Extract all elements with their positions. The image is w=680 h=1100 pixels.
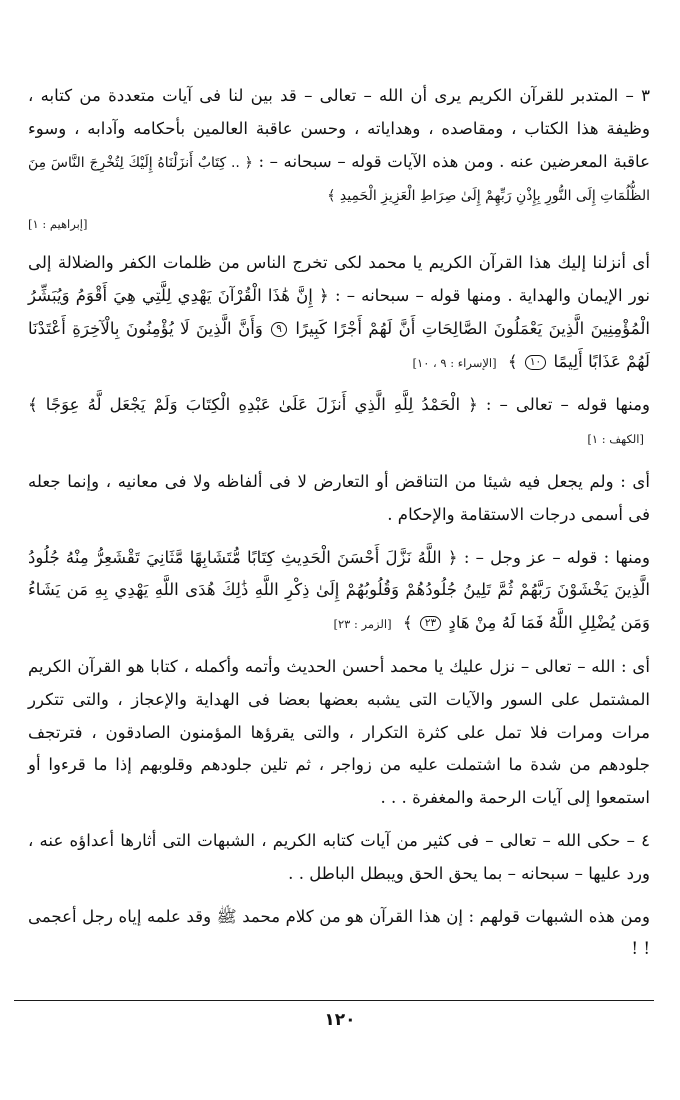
paragraph-2-text: أى أنزلنا إليك هذا القرآن الكريم يا محمد لكى تخرج الناس من ظلمات الكفر والضلالة إلى نور الإيمان والهداية . ومنها قوله – سبحانه – : xyxy=(28,253,651,305)
paragraph-6: أى : الله – تعالى – نزل عليك يا محمد أحسن الحديث وأتمه وأكمله ، كتابا هو القرآن الكريم المشتمل على السور والآيات التى يشبه بعضها بعضا فى الهداية والإعجاز ، والتى تتكرر مرات ومرات فلا تمل على كثرة التكرار ، والتى يقرؤها المؤمنون الصادقون ، فترتجف جلودهم من شدة ما اشتملت عليه من زواجر ، ثم تلين جلودهم وقلوبهم إذا ما قرءوا أو استمعوا إلى آيات الرحمة والمغفرة . . . xyxy=(28,656,650,808)
quran-verse-ibrahim-1: ﴿ .. كِتَابٌ أَنزَلْنَاهُ إِلَيْكَ لِتُخْرِجَ النَّاسَ مِنَ الظُّلُمَاتِ إِلَى النُّورِ بِإِذْنِ رَبِّهِمْ إِلَىٰ صِرَاطِ الْعَزِيزِ الْحَمِيدِ ﴾ xyxy=(28,154,650,205)
page-number: ١٢٠ xyxy=(324,1010,356,1030)
citation-isra: [الإسراء : ٩ ، ١٠] xyxy=(412,355,497,370)
paragraph-4: أى : ولم يجعل فيه شيئا من التناقض أو التعارض لا فى ألفاظه ولا فى معانيه ، وإنما جعله فى أسمى درجات الاستقامة والإحكام . xyxy=(28,471,650,524)
main-text-block xyxy=(28,80,650,966)
quran-verse-isra-9: ﴿ إِنَّ هَٰذَا الْقُرْآنَ يَهْدِي لِلَّتِي هِيَ أَقْوَمُ وَيُبَشِّرُ الْمُؤْمِنِينَ الَّذِينَ يَعْمَلُونَ الصَّالِحَاتِ أَنَّ لَهُمْ أَجْرًا كَبِيرًا xyxy=(28,285,650,338)
quran-verse-kahf-1: ﴿ الْحَمْدُ لِلَّهِ الَّذِي أَنزَلَ عَلَىٰ عَبْدِهِ الْكِتَابَ وَلَمْ يَجْعَل لَّهُ عِوَجًا ﴾ xyxy=(28,395,478,415)
paragraph-5 xyxy=(28,542,650,641)
paragraph-7: ٤ – حكى الله – تعالى – فى كثير من آيات كتابه الكريم ، الشبهات التى أثارها أعداؤه عنه ، ورد عليها – سبحانه – بما يحق الحق ويبطل الباطل . . xyxy=(28,830,650,883)
citation-kahf: [الكهف : ١] xyxy=(587,432,644,447)
quran-verse-isra-10: وَأَنَّ الَّذِينَ لَا يُؤْمِنُونَ بِالْآخِرَةِ أَعْتَدْنَا لَهُمْ عَذَابًا أَلِيمًا xyxy=(28,318,650,371)
paragraph-5-text: ومنها : قوله – عز وجل – : xyxy=(463,547,651,567)
citation-zumar: [الزمر : ٢٣] xyxy=(333,617,392,632)
paragraph-3-text: ومنها قوله – تعالى – : xyxy=(485,395,650,415)
quran-verse-zumar-23: ﴿ اللَّهُ نَزَّلَ أَحْسَنَ الْحَدِيثِ كِتَابًا مُّتَشَابِهًا مَّثَانِيَ تَقْشَعِرُّ مِنْهُ جُلُودُ الَّذِينَ يَخْشَوْنَ رَبَّهُمْ ثُمَّ تَلِينُ جُلُودُهُمْ وَقُلُوبُهُمْ إِلَىٰ ذِكْرِ اللَّهِ ذَٰلِكَ هُدَى اللَّهِ يَهْدِي بِهِ مَن يَشَاءُ وَمَن يُضْلِلِ اللَّهُ فَمَا لَهُ مِنْ هَادٍ xyxy=(28,547,650,633)
paragraph-3 xyxy=(28,389,650,456)
citation-ibrahim: [إبراهيم : ١] xyxy=(28,217,88,232)
paragraph-2 xyxy=(28,247,650,379)
verse-number-23: ٢٣ xyxy=(420,616,441,631)
paragraph-8: ومن هذه الشبهات قولهم : إن هذا القرآن هو من كلام محمد ﷺ وقد علمه إياه رجل أعجمى ! ! xyxy=(28,906,650,959)
verse-close-bracket: ﴾ xyxy=(507,351,518,371)
paragraph-1 xyxy=(28,80,650,213)
paragraph-1-text: ٣ – المتدبر للقرآن الكريم يرى أن الله – تعالى – قد بين لنا فى آيات متعددة من كتابه ، وظيفة هذا الكتاب ، ومقاصده ، وهداياته ، وحسن عاقبة العالمين بأحكامه وآدابه ، وسوء عاقبة المعرضين عنه . ومن هذه الآيات قوله – سبحانه – : xyxy=(28,86,650,171)
footer-divider xyxy=(14,1000,654,1001)
verse-number-9: ٩ xyxy=(271,322,287,337)
verse-number-10: ١٠ xyxy=(525,355,546,370)
verse-close-bracket: ﴾ xyxy=(402,613,413,633)
